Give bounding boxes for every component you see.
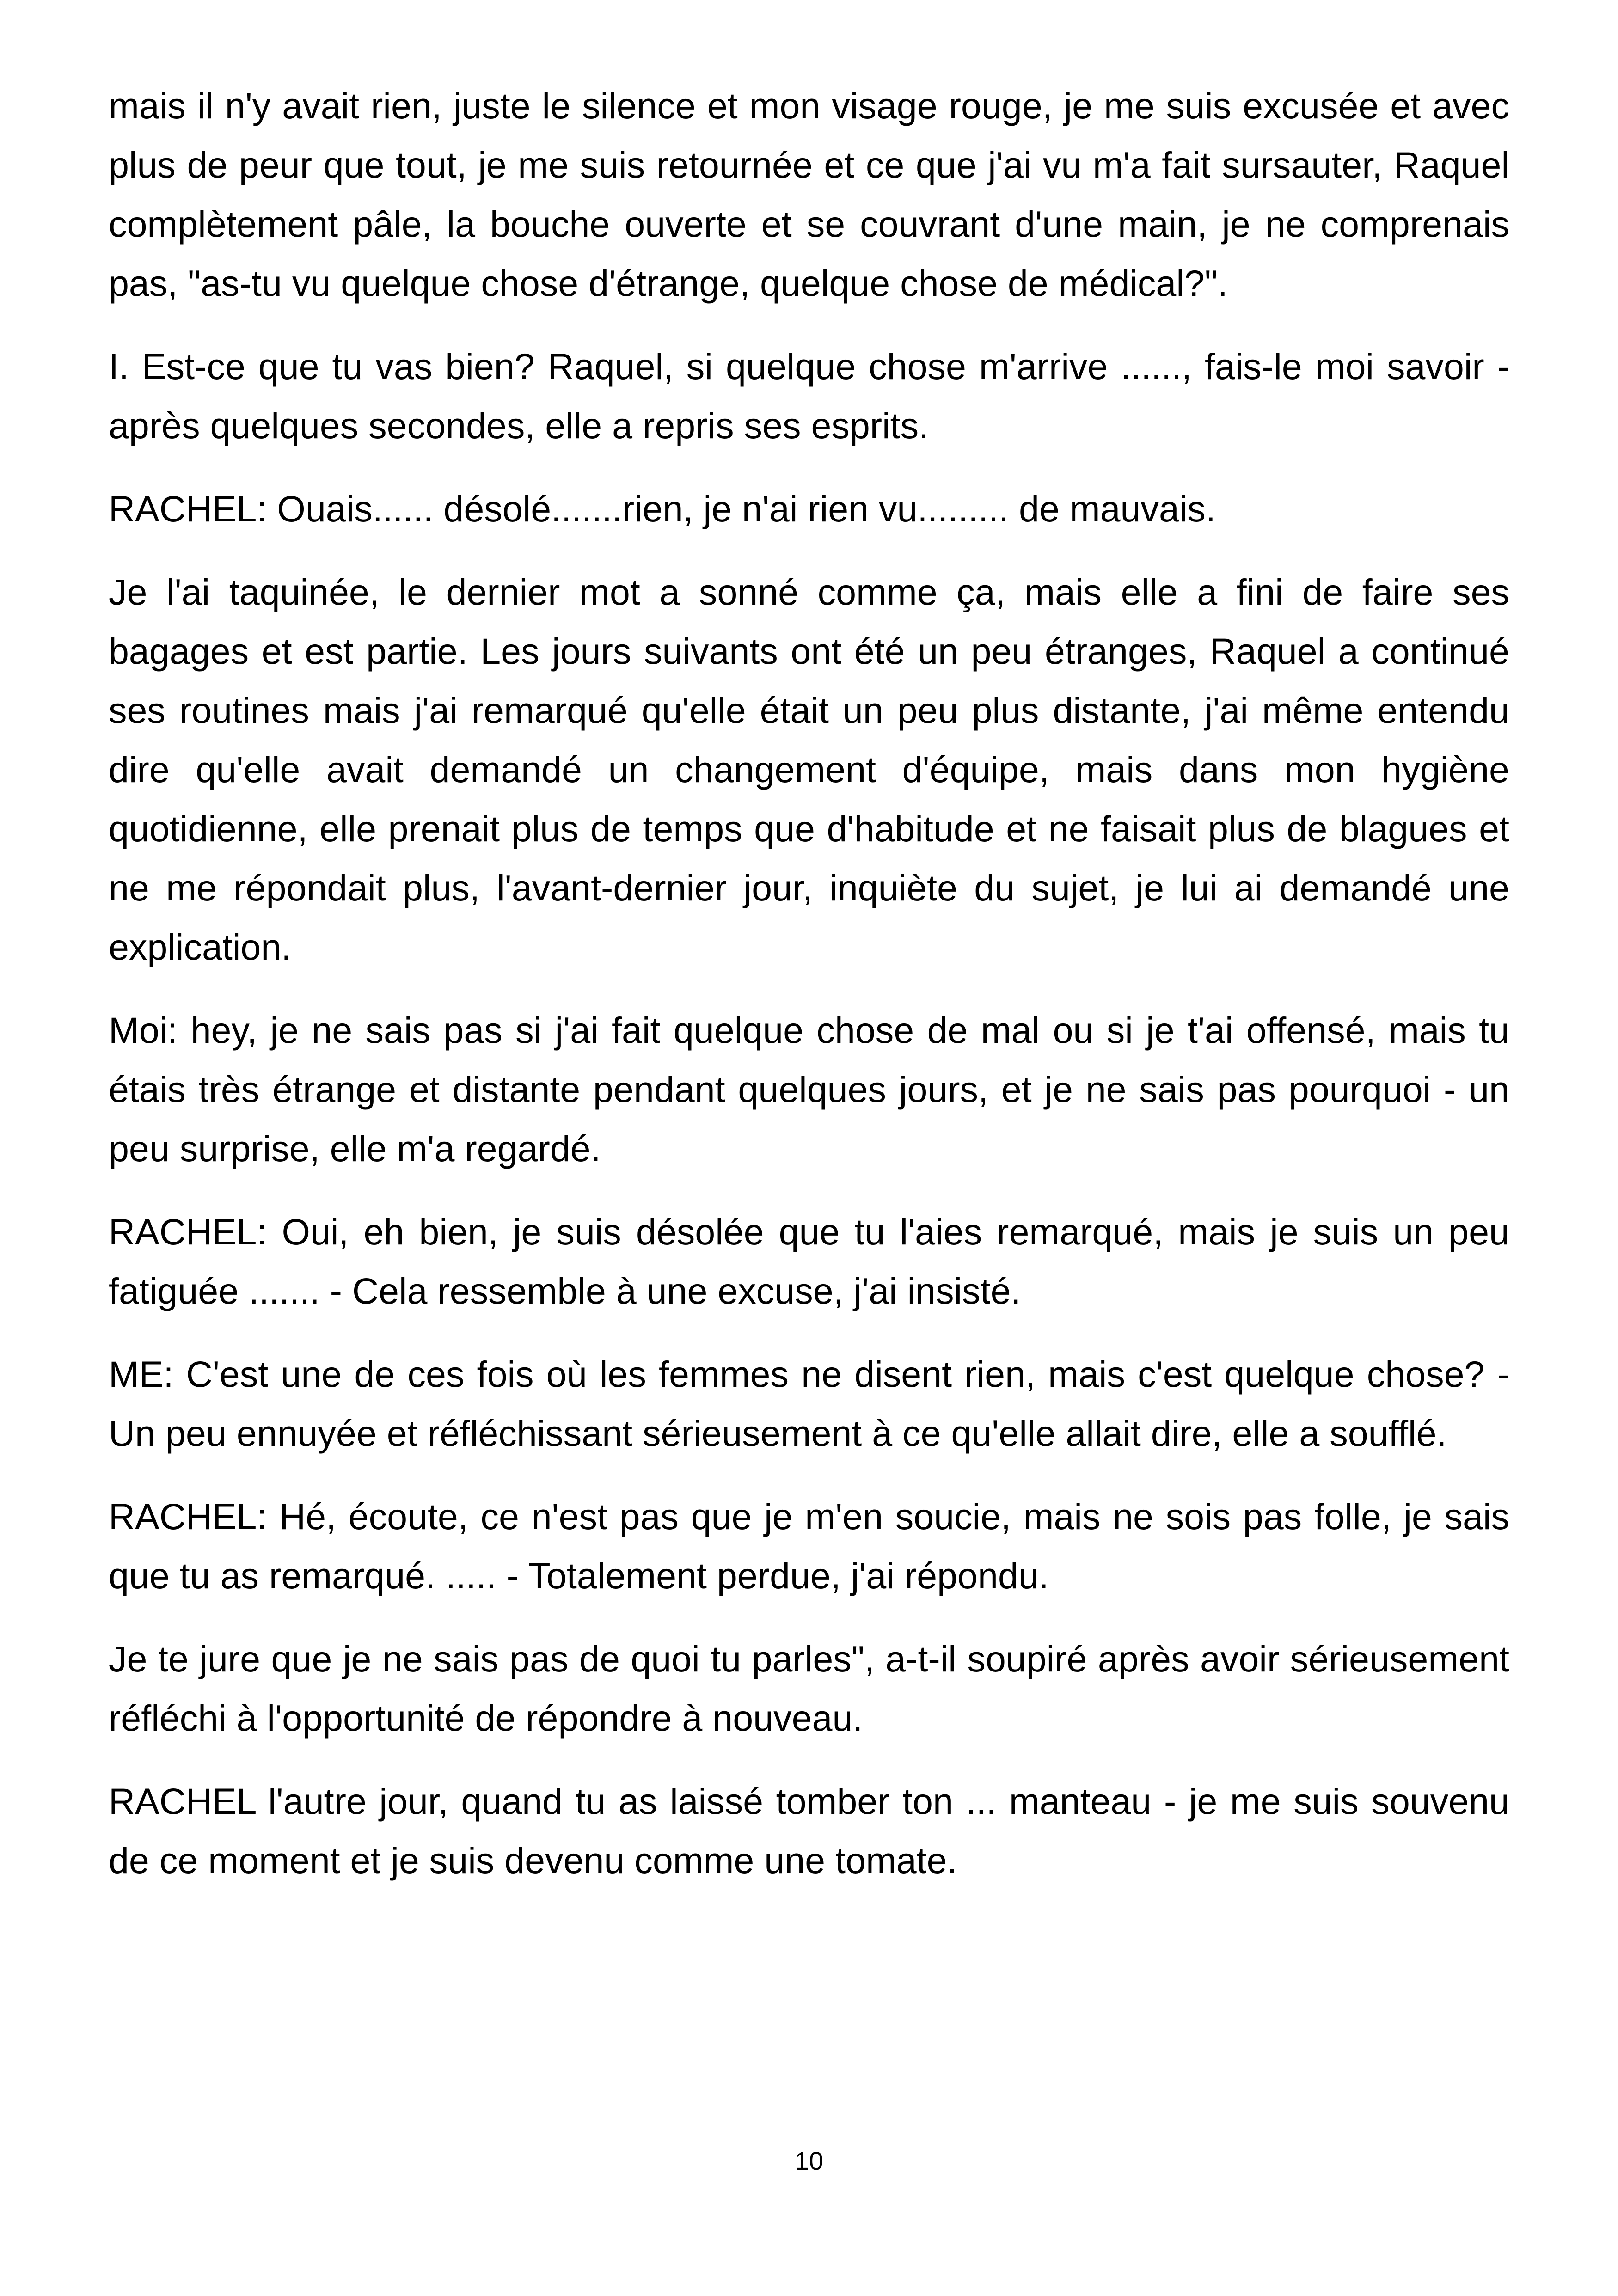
paragraph: Je l'ai taquinée, le dernier mot a sonné comme ça, mais elle a fini de faire ses bagages et est partie. Les jours suivants ont été un peu étranges, Raquel a continué ses routines mais j'ai remarqué qu'elle était un peu plus distante, j'ai même entendu dire qu'elle avait demandé un changement d'équipe, mais dans mon hygiène quotidienne, elle prenait plus de temps que d'habitude et ne faisait plus de blagues et ne me répondait plus, l'avant-dernier jour, inquiète du sujet, je lui ai demandé une explication. [109,571,1509,967]
paragraph: RACHEL: Hé, écoute, ce n'est pas que je m'en soucie, mais ne sois pas folle, je sais que tu as remarqué. ..... - Totalement perdue, j'ai répondu. [109,1496,1509,1596]
paragraph: RACHEL: Oui, eh bien, je suis désolée que tu l'aies remarqué, mais je suis un peu fatiguée ....... - Cela ressemble à une excuse, j'ai insisté. [109,1211,1509,1311]
page-number: 10 [794,2146,824,2175]
paragraph: I. Est-ce que tu vas bien? Raquel, si quelque chose m'arrive ......, fais-le moi savoir - après quelques secondes, elle a repris ses esprits. [109,346,1509,446]
page-body [109,76,1509,1914]
paragraph: mais il n'y avait rien, juste le silence et mon visage rouge, je me suis excusée et avec plus de peur que tout, je me suis retournée et ce que j'ai vu m'a fait sursauter, Raquel complètement pâle, la bouche ouverte et se couvrant d'une main, je ne comprenais pas, "as-tu vu quelque chose d'étrange, quelque chose de médical?". [109,85,1509,304]
paragraph: Moi: hey, je ne sais pas si j'ai fait quelque chose de mal ou si je t'ai offensé, mais tu étais très étrange et distante pendant quelques jours, et je ne sais pas pourquoi - un peu surprise, elle m'a regardé. [109,1010,1509,1169]
paragraph: RACHEL: Ouais...... désolé.......rien, je n'ai rien vu......... de mauvais. [109,488,1216,529]
paragraph: Je te jure que je ne sais pas de quoi tu parles", a-t-il soupiré après avoir sérieusement réfléchi à l'opportunité de répondre à nouveau. [109,1638,1509,1739]
paragraph: RACHEL l'autre jour, quand tu as laissé tomber ton ... manteau - je me suis souvenu de ce moment et je suis devenu comme une tomate. [109,1781,1509,1881]
paragraph: ME: C'est une de ces fois où les femmes ne disent rien, mais c'est quelque chose? - Un peu ennuyée et réfléchissant sérieusement à ce qu'elle allait dire, elle a soufflé. [109,1353,1509,1454]
